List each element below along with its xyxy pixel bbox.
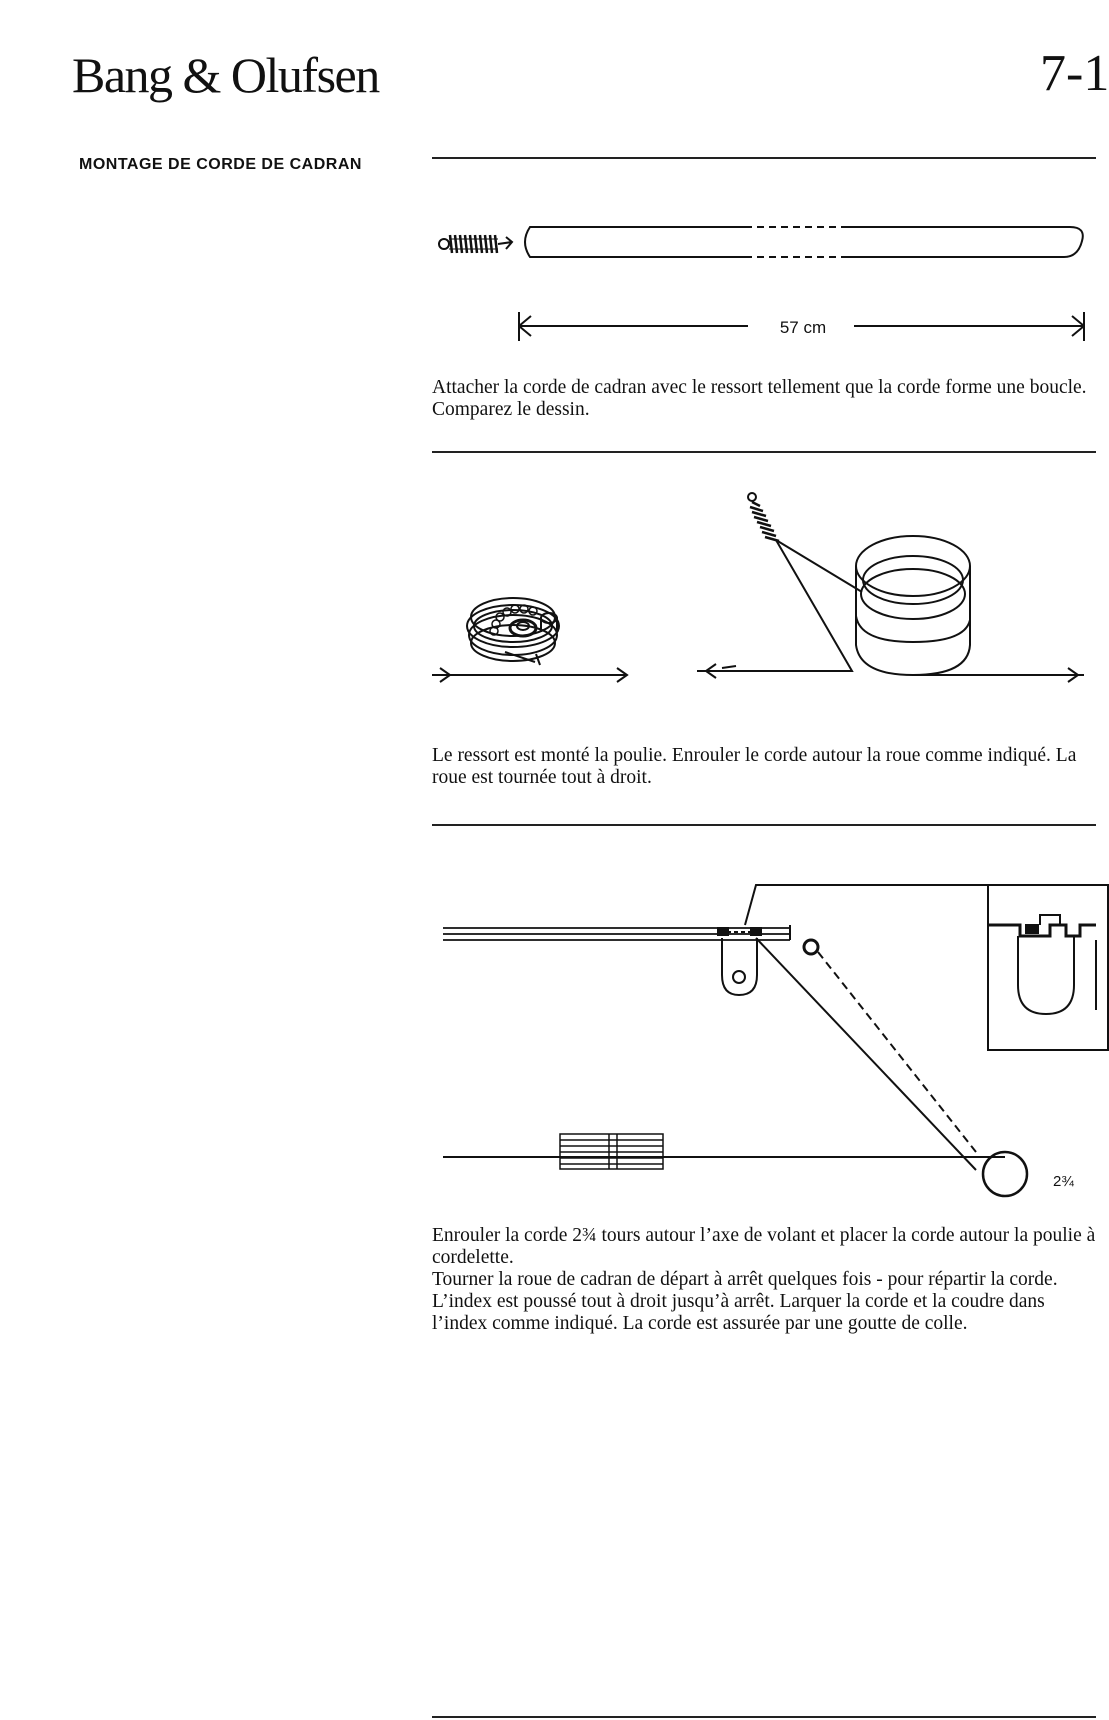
divider-1 (432, 451, 1096, 453)
spring-icon (748, 493, 779, 541)
cord-loop (525, 227, 1083, 257)
dimension-label: 57 cm (779, 318, 827, 337)
divider-2 (432, 824, 1096, 826)
cord-path (697, 540, 852, 678)
page-number: 7-1 (1040, 45, 1109, 102)
cord-pulley-icon (804, 940, 818, 954)
cord-dashed (818, 952, 976, 1152)
dimension-right-arrow (854, 312, 1084, 341)
step3-text (432, 1225, 1096, 1335)
dimension-left-arrow (519, 312, 748, 341)
step2-text: Le ressort est monté la poulie. Enrouler le corde autour la roue comme indiqué. La roue est tournée tout à droit. (432, 745, 1077, 788)
turns-label: 2¾ (1053, 1173, 1074, 1190)
brand-logo: Bang & Olufsen (72, 47, 379, 103)
dial-index-icon (718, 928, 761, 995)
step3-paragraph-1: Enrouler la corde 2¾ tours autour l’axe de volant et placer la corde autour la poulie à cordelette. (432, 1225, 1096, 1268)
divider-top (432, 157, 1096, 159)
tuning-gang-icon (560, 1134, 663, 1169)
pulley-wheel-icon (467, 598, 559, 665)
step1-text: Attacher la corde de cadran avec le ressort tellement que la corde forme une boucle. Comparez le dessin. (432, 377, 1087, 420)
step3-paragraph-2: Tourner la roue de cadran de départ à arrêt quelques fois - pour répartir la corde. L’index est poussé tout à droit jusqu’à arrêt. Larquer la corde et la coudre dans l’index comme indiqué. La corde est assurée par une goutte de colle. (432, 1269, 1058, 1334)
cord-right-arrow (913, 668, 1084, 682)
figure-cord-loop (0, 205, 1096, 355)
cord-coil-icon (856, 536, 970, 675)
figure-pulley-winding (0, 480, 1096, 710)
index-detail-box (988, 885, 1108, 1050)
cord-left-arrow (432, 668, 627, 682)
flywheel-axle-icon (983, 1152, 1027, 1196)
spring-icon (449, 235, 498, 253)
dial-rail (443, 928, 790, 940)
cord-solid (756, 938, 976, 1170)
figure-cord-routing (0, 870, 1096, 1190)
divider-bottom (432, 1716, 1096, 1718)
spring-hook-icon (439, 239, 449, 249)
section-title: MONTAGE DE CORDE DE CADRAN (79, 156, 362, 173)
